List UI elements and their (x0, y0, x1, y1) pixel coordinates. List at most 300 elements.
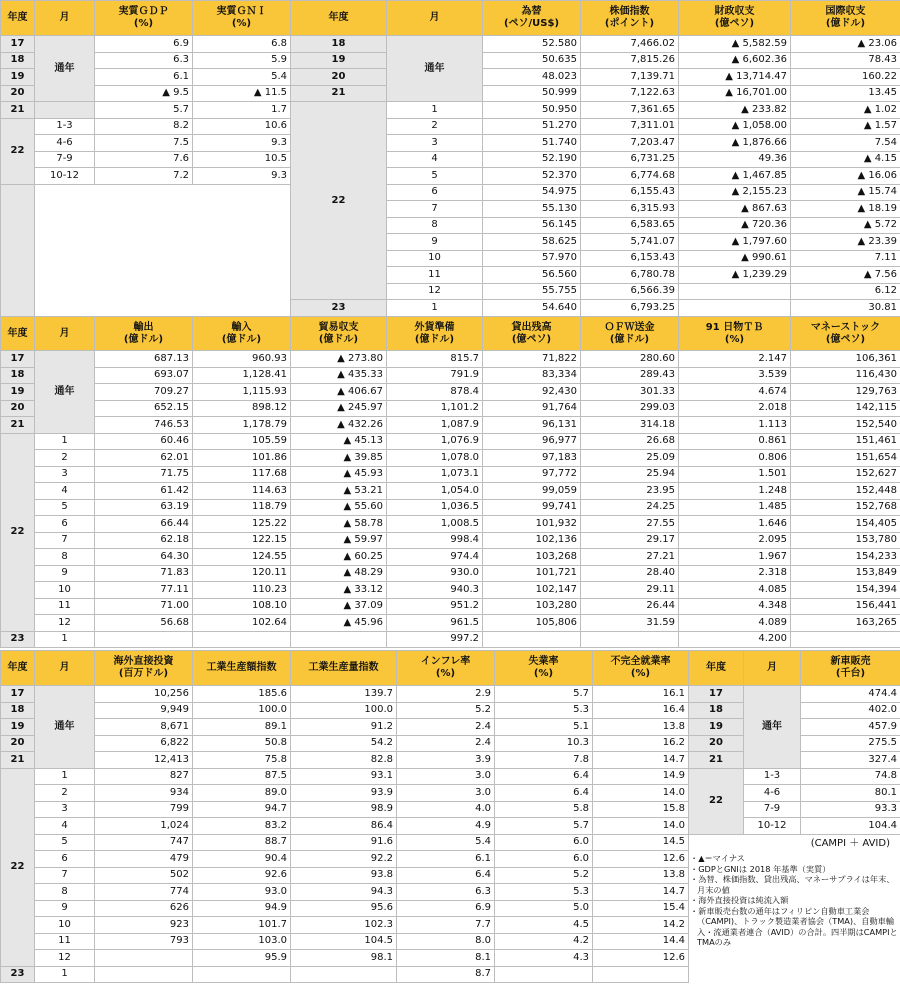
table-cell: 90.4 (193, 851, 291, 868)
table-cell: 8.0 (397, 933, 495, 950)
table-cell: 51.740 (483, 135, 581, 152)
table-row (1, 549, 900, 566)
table-cell: 24.25 (581, 499, 679, 516)
table-cell: 54.975 (483, 184, 581, 201)
year-cell: 20 (1, 735, 35, 752)
table-cell: 122.15 (193, 532, 291, 549)
table-cell: 687.13 (95, 351, 193, 368)
table-cell: 693.07 (95, 367, 193, 384)
table-row (1, 834, 689, 851)
col-header: 実質ＧＮＩ (%) (193, 1, 291, 36)
table-cell: 139.7 (291, 686, 397, 703)
table-cell: 457.9 (801, 719, 900, 736)
table-cell: ▲ 9.5 (95, 85, 193, 102)
table-cell: 4.9 (397, 818, 495, 835)
col-header: 月 (35, 1, 95, 36)
table-cell: 56.560 (483, 267, 581, 284)
table-cell: 5.7 (495, 686, 593, 703)
table-cell: 14.0 (593, 785, 689, 802)
table-row (1, 184, 900, 201)
table-cell: 6.4 (495, 768, 593, 785)
table-cell: ▲ 16,701.00 (679, 85, 791, 102)
table-cell: 6,793.25 (581, 300, 679, 317)
col-header: 国際収支 (億ドル) (791, 1, 900, 36)
table-trade-finance (0, 316, 900, 648)
table-cell: 4.5 (495, 917, 593, 934)
table-cell: 48.023 (483, 69, 581, 86)
table-row (1, 450, 900, 467)
year-cell: 21 (291, 85, 387, 102)
table-cell: 1,008.5 (387, 516, 483, 533)
table-car-sales (688, 650, 900, 835)
table-cell (679, 283, 791, 300)
table-cell: ▲ 1,239.29 (679, 267, 791, 284)
table-row (1, 884, 689, 901)
table-cell: 791.9 (387, 367, 483, 384)
col-header: 年度 (1, 317, 35, 351)
table-cell: 97,772 (483, 466, 581, 483)
table-cell: ▲ 7.56 (791, 267, 900, 284)
table-cell: 5.0 (495, 900, 593, 917)
table-cell: 55.755 (483, 283, 581, 300)
table-cell: 82.8 (291, 752, 397, 769)
table-cell: 101.86 (193, 450, 291, 467)
col-header: インフレ率 (%) (397, 651, 495, 686)
table-cell: 6.12 (791, 283, 900, 300)
note-item: ・▲＝マイナス (690, 853, 745, 863)
table-cell: 152,768 (791, 499, 900, 516)
table-cell (495, 966, 593, 983)
table-cell: 0.806 (679, 450, 791, 467)
table-cell: 87.5 (193, 768, 291, 785)
table-cell: 2.4 (397, 735, 495, 752)
col-header: 工業生産量指数 (291, 651, 397, 686)
header-row (689, 651, 900, 686)
table-cell: 56.68 (95, 615, 193, 632)
col-header: 新車販売 (千台) (801, 651, 900, 686)
table-row (1, 36, 900, 53)
table-cell: 8.1 (397, 950, 495, 967)
col-header: 貿易収支 (億ドル) (291, 317, 387, 351)
table-row (1, 966, 689, 983)
table-cell: 29.17 (581, 532, 679, 549)
table-cell: 25.94 (581, 466, 679, 483)
table-cell: 6,780.78 (581, 267, 679, 284)
table-cell: ▲ 432.26 (291, 417, 387, 434)
table-cell: ▲ 1,876.66 (679, 135, 791, 152)
table-cell: ▲ 18.19 (791, 201, 900, 218)
table-cell: 10.3 (495, 735, 593, 752)
table-cell: ▲ 53.21 (291, 483, 387, 500)
table-row (1, 867, 689, 884)
table-cell: 7.7 (397, 917, 495, 934)
table-cell: 898.12 (193, 400, 291, 417)
table-cell: 6.3 (397, 884, 495, 901)
col-header: 工業生産額指数 (193, 651, 291, 686)
table-cell: 152,540 (791, 417, 900, 434)
table-cell: 60.46 (95, 433, 193, 450)
table-cell: 1,076.9 (387, 433, 483, 450)
table-cell: 61.42 (95, 483, 193, 500)
table-cell: 54.2 (291, 735, 397, 752)
table-cell: 154,405 (791, 516, 900, 533)
period-cell: 12 (387, 283, 483, 300)
table-cell: ▲ 48.29 (291, 565, 387, 582)
table-cell: ▲ 11.5 (193, 85, 291, 102)
period-cell: 7 (35, 867, 95, 884)
table-cell: 923 (95, 917, 193, 934)
year-cell: 19 (1, 719, 35, 736)
table-cell: 6.9 (95, 36, 193, 53)
year-cell: 23 (1, 966, 35, 983)
table-cell: 934 (95, 785, 193, 802)
table-cell: 50.635 (483, 52, 581, 69)
period-cell: 4 (387, 151, 483, 168)
table-cell: 1,178.79 (193, 417, 291, 434)
table-cell: 31.59 (581, 615, 679, 632)
table-cell: ▲ 59.97 (291, 532, 387, 549)
table-row (1, 900, 689, 917)
year-cell: 19 (689, 719, 744, 736)
table-cell: 51.270 (483, 118, 581, 135)
period-cell: 通年 (35, 36, 95, 102)
table-cell: 14.4 (593, 933, 689, 950)
table-cell: 5.4 (193, 69, 291, 86)
period-cell: 6 (387, 184, 483, 201)
table-row (1, 168, 900, 185)
table-cell: 3.0 (397, 785, 495, 802)
year-cell: 18 (1, 52, 35, 69)
table-cell: 8.7 (397, 966, 495, 983)
table-cell: 1.485 (679, 499, 791, 516)
table-cell: 1,087.9 (387, 417, 483, 434)
table-cell: 280.60 (581, 351, 679, 368)
year-cell: 19 (291, 52, 387, 69)
table-cell: 793 (95, 933, 193, 950)
period-cell: 8 (35, 549, 95, 566)
table-cell: 100.0 (193, 702, 291, 719)
table-cell (291, 966, 397, 983)
table-cell: 104.5 (291, 933, 397, 950)
table-cell: 80.1 (801, 785, 900, 802)
table-cell: 9.3 (193, 168, 291, 185)
table-cell: 709.27 (95, 384, 193, 401)
table-row (1, 499, 900, 516)
table-cell: ▲ 58.78 (291, 516, 387, 533)
table-cell: ▲ 273.80 (291, 351, 387, 368)
table-cell: 746.53 (95, 417, 193, 434)
table-cell: 118.79 (193, 499, 291, 516)
table-cell: 2.147 (679, 351, 791, 368)
table-cell: 4.085 (679, 582, 791, 599)
table-cell: ▲ 2,155.23 (679, 184, 791, 201)
col-header: 年度 (291, 1, 387, 36)
note-item: ・海外直接投資は純流入額 (690, 895, 789, 905)
period-cell: 通年 (744, 686, 801, 769)
col-header: 輸入 (億ドル) (193, 317, 291, 351)
col-header: 月 (387, 1, 483, 36)
table-cell: 15.8 (593, 801, 689, 818)
table-cell: 83,334 (483, 367, 581, 384)
table-cell: 7,466.02 (581, 36, 679, 53)
table-row (689, 686, 900, 703)
table-cell: 8,671 (95, 719, 193, 736)
table-cell: 6,566.39 (581, 283, 679, 300)
period-cell: 5 (35, 834, 95, 851)
table-cell: 960.93 (193, 351, 291, 368)
table-cell: 6,583.65 (581, 217, 679, 234)
table-cell: 1,073.1 (387, 466, 483, 483)
table-cell (679, 300, 791, 317)
table-cell: 6.0 (495, 834, 593, 851)
table-cell: 96,977 (483, 433, 581, 450)
table-cell: 474.4 (801, 686, 900, 703)
period-cell: 5 (35, 499, 95, 516)
period-cell: 2 (35, 785, 95, 802)
table-cell: ▲ 1,058.00 (679, 118, 791, 135)
table-cell: 8.2 (95, 118, 193, 135)
table-cell: 88.7 (193, 834, 291, 851)
period-cell: 11 (35, 598, 95, 615)
table-cell: 52.580 (483, 36, 581, 53)
table-cell (291, 631, 387, 648)
col-header: 貸出残高 (億ペソ) (483, 317, 581, 351)
table-row (1, 631, 900, 648)
year-cell: 18 (1, 367, 35, 384)
table-cell: 91.2 (291, 719, 397, 736)
table-cell: 974.4 (387, 549, 483, 566)
table-cell: 91.6 (291, 834, 397, 851)
table-cell: ▲ 60.25 (291, 549, 387, 566)
year-cell: 22 (1, 118, 35, 184)
col-header: 財政収支 (億ペソ) (679, 1, 791, 36)
table-cell: 89.0 (193, 785, 291, 802)
table-cell: 7,361.65 (581, 102, 679, 119)
table-cell: 71,822 (483, 351, 581, 368)
year-cell: 22 (689, 768, 744, 834)
table-row (1, 615, 900, 632)
year-cell: 17 (1, 351, 35, 368)
table-cell: 14.7 (593, 884, 689, 901)
table-row (1, 400, 900, 417)
table-cell: 6.0 (495, 851, 593, 868)
table-cell: 961.5 (387, 615, 483, 632)
table-cell: 103.0 (193, 933, 291, 950)
table-cell: 152,448 (791, 483, 900, 500)
table-cell: 54.640 (483, 300, 581, 317)
table-cell: 1.501 (679, 466, 791, 483)
table-cell: 6.4 (495, 785, 593, 802)
table-cell: 14.5 (593, 834, 689, 851)
car-sales-source: (CAMPI ＋ AVID) (810, 838, 890, 849)
table-cell: ▲ 5,582.59 (679, 36, 791, 53)
table-cell: 58.625 (483, 234, 581, 251)
table-cell: 6,822 (95, 735, 193, 752)
table-cell: 1,036.5 (387, 499, 483, 516)
period-cell: 1 (35, 768, 95, 785)
table-industry-labor (0, 650, 689, 983)
table-row (1, 151, 900, 168)
table-cell: ▲ 6,602.36 (679, 52, 791, 69)
table-cell: 1.248 (679, 483, 791, 500)
table-cell: 56.145 (483, 217, 581, 234)
period-cell: 12 (35, 950, 95, 967)
period-cell: 12 (35, 615, 95, 632)
table-cell: 77.11 (95, 582, 193, 599)
table-cell: 14.0 (593, 818, 689, 835)
table-cell: 83.2 (193, 818, 291, 835)
table-row (1, 483, 900, 500)
table-cell: 25.09 (581, 450, 679, 467)
table-cell: ▲ 39.85 (291, 450, 387, 467)
table-cell: 105,806 (483, 615, 581, 632)
table-cell: 30.81 (791, 300, 900, 317)
period-cell (35, 102, 95, 119)
table-cell: 6.8 (193, 36, 291, 53)
notes (690, 853, 898, 948)
period-cell: 3 (35, 801, 95, 818)
table-cell: 3.9 (397, 752, 495, 769)
table-cell: 5.9 (193, 52, 291, 69)
year-cell: 22 (1, 433, 35, 631)
table-cell: 3.539 (679, 367, 791, 384)
table-cell: 10.5 (193, 151, 291, 168)
table-cell: 2.018 (679, 400, 791, 417)
period-cell: 10 (35, 582, 95, 599)
table-row (1, 719, 689, 736)
period-cell: 8 (35, 884, 95, 901)
period-cell: 10-12 (744, 818, 801, 835)
table-cell: 62.18 (95, 532, 193, 549)
table-cell: 49.36 (679, 151, 791, 168)
table-cell: 402.0 (801, 702, 900, 719)
table-cell: 9.3 (193, 135, 291, 152)
period-cell: 2 (387, 118, 483, 135)
table-cell: 7,139.71 (581, 69, 679, 86)
table-cell: 15.4 (593, 900, 689, 917)
table-cell: 29.11 (581, 582, 679, 599)
table-cell: ▲ 23.39 (791, 234, 900, 251)
table-cell: 6,155.43 (581, 184, 679, 201)
table-row (1, 102, 900, 119)
table-cell (483, 631, 581, 648)
table-cell: 6,153.43 (581, 250, 679, 267)
table-cell: ▲ 435.33 (291, 367, 387, 384)
table-cell (193, 631, 291, 648)
table-cell: 92,430 (483, 384, 581, 401)
table-cell: 102.3 (291, 917, 397, 934)
table-cell: 151,654 (791, 450, 900, 467)
table-cell: 5.2 (495, 867, 593, 884)
table-row (1, 801, 689, 818)
table-cell: ▲ 867.63 (679, 201, 791, 218)
table-cell (95, 966, 193, 983)
period-cell: 10 (387, 250, 483, 267)
period-cell: 11 (387, 267, 483, 284)
table-cell: 63.19 (95, 499, 193, 516)
col-header: 輸出 (億ドル) (95, 317, 193, 351)
table-row (1, 950, 689, 967)
table-cell: ▲ 1,797.60 (679, 234, 791, 251)
table-cell: ▲ 15.74 (791, 184, 900, 201)
table-cell (593, 966, 689, 983)
table-cell: 106,361 (791, 351, 900, 368)
table-cell: 5.2 (397, 702, 495, 719)
year-cell: 22 (291, 102, 387, 300)
period-cell: 通年 (35, 686, 95, 769)
table-cell: 101.7 (193, 917, 291, 934)
table-cell: 6.3 (95, 52, 193, 69)
period-cell: 9 (35, 900, 95, 917)
year-cell: 19 (1, 384, 35, 401)
table-cell: 799 (95, 801, 193, 818)
table-cell: ▲ 990.61 (679, 250, 791, 267)
period-cell: 10-12 (35, 168, 95, 185)
period-cell: 6 (35, 516, 95, 533)
table-row (1, 582, 900, 599)
table-cell: 314.18 (581, 417, 679, 434)
table-cell: 160.22 (791, 69, 900, 86)
table-cell: 5.4 (397, 834, 495, 851)
table-cell: 7.11 (791, 250, 900, 267)
year-cell: 21 (1, 752, 35, 769)
table-row (1, 516, 900, 533)
table-cell: 5.7 (95, 102, 193, 119)
table-cell: 27.55 (581, 516, 679, 533)
col-header: 月 (744, 651, 801, 686)
period-cell: 5 (387, 168, 483, 185)
table-cell: 4.200 (679, 631, 791, 648)
table-cell: 185.6 (193, 686, 291, 703)
table-cell: 13.8 (593, 719, 689, 736)
table-cell: 2.9 (397, 686, 495, 703)
table-cell: 1.7 (193, 102, 291, 119)
table-cell: 327.4 (801, 752, 900, 769)
table-cell: 153,780 (791, 532, 900, 549)
table-cell: 14.2 (593, 917, 689, 934)
table-cell: 16.4 (593, 702, 689, 719)
table-cell (193, 966, 291, 983)
table-cell: 74.8 (801, 768, 900, 785)
table-cell: 117.68 (193, 466, 291, 483)
period-cell: 3 (35, 466, 95, 483)
period-cell: 通年 (35, 351, 95, 434)
table-cell: 102,136 (483, 532, 581, 549)
year-cell: 19 (1, 69, 35, 86)
table-cell: 16.2 (593, 735, 689, 752)
table-cell: 26.44 (581, 598, 679, 615)
table-cell: 98.1 (291, 950, 397, 967)
table-cell (581, 631, 679, 648)
table-cell: 93.3 (801, 801, 900, 818)
table-cell: 28.40 (581, 565, 679, 582)
table-cell: 105.59 (193, 433, 291, 450)
table-cell: 163,265 (791, 615, 900, 632)
table-cell: 4.674 (679, 384, 791, 401)
table-cell: ▲ 55.60 (291, 499, 387, 516)
table-cell: 92.6 (193, 867, 291, 884)
table-cell: ▲ 406.67 (291, 384, 387, 401)
table-cell: 71.00 (95, 598, 193, 615)
table-cell: 142,115 (791, 400, 900, 417)
table-cell: 7.8 (495, 752, 593, 769)
table-cell: 125.22 (193, 516, 291, 533)
table-cell: 94.7 (193, 801, 291, 818)
table-cell: 13.45 (791, 85, 900, 102)
col-header: 不完全就業率 (%) (593, 651, 689, 686)
table-row (1, 118, 900, 135)
table-row (1, 417, 900, 434)
